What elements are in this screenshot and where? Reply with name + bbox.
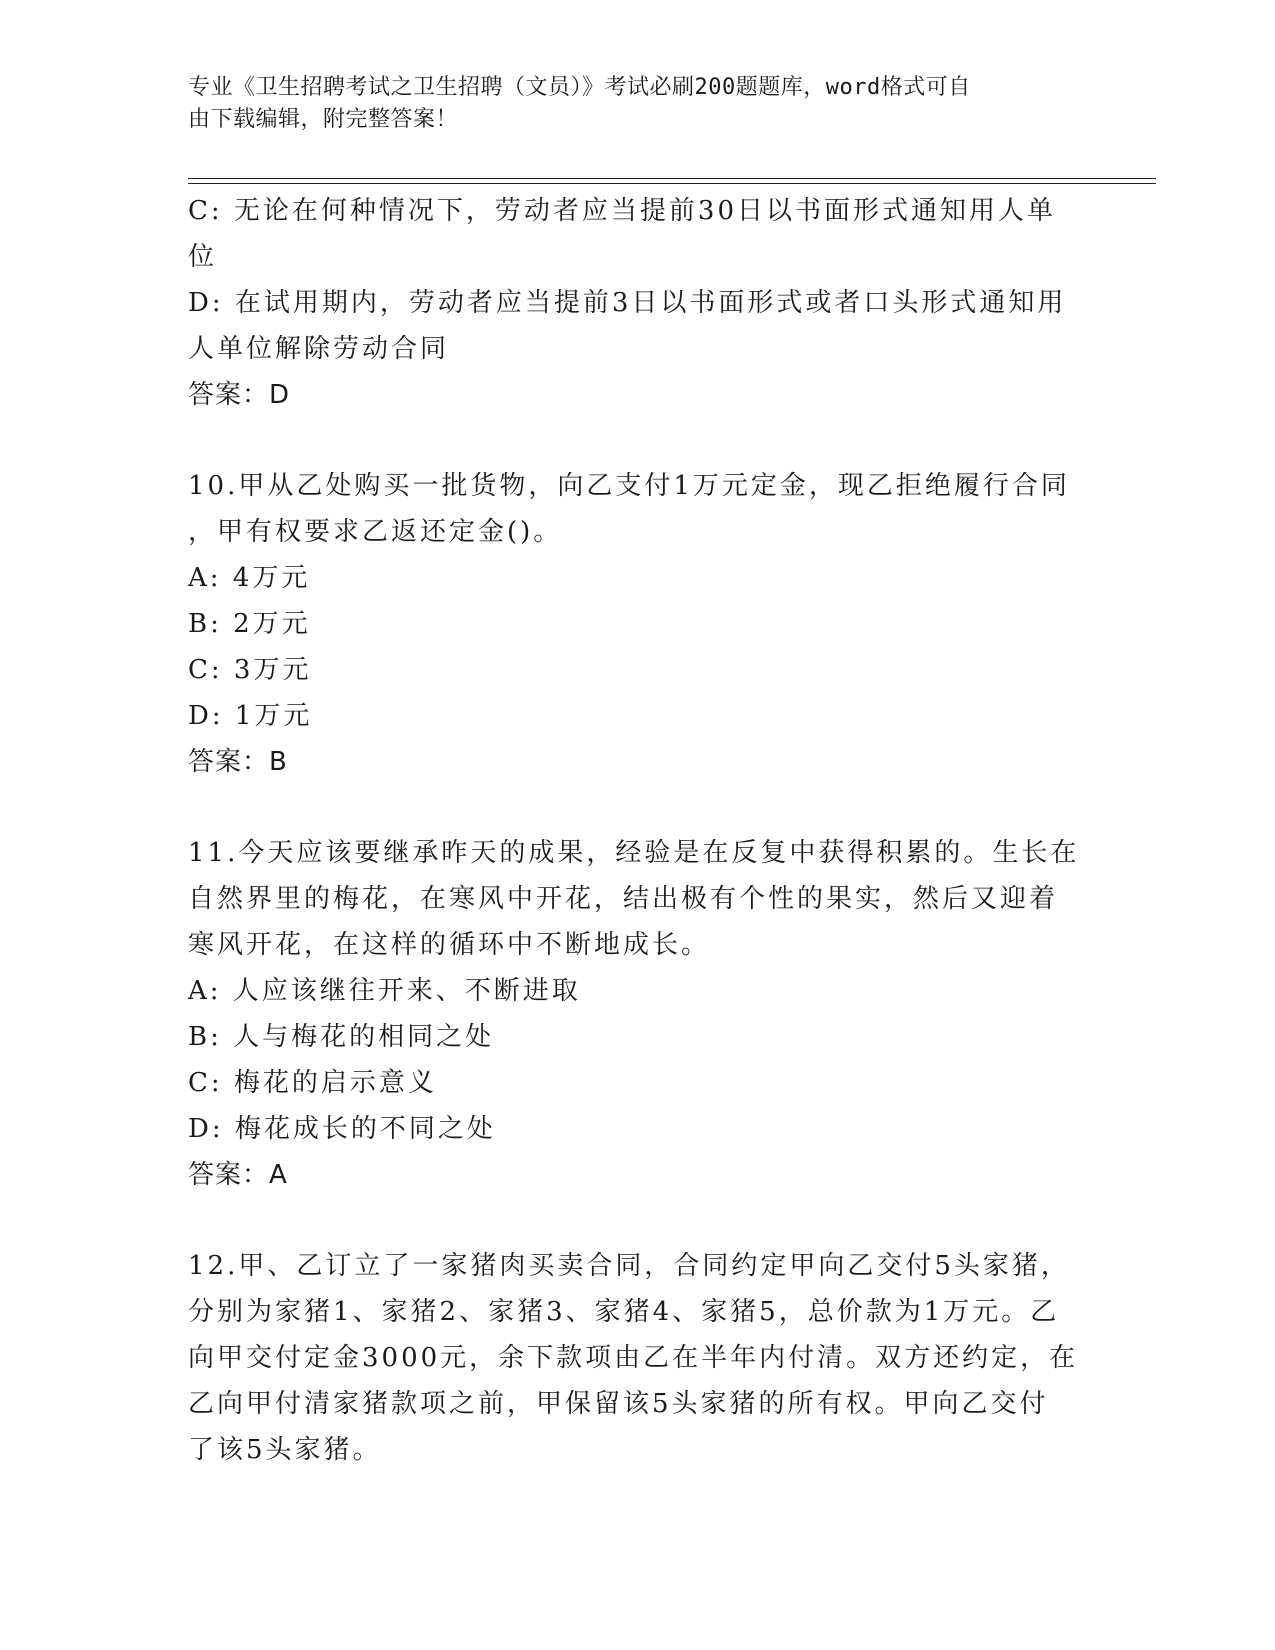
question-10-option-d: D: 1万元 [188, 701, 313, 731]
question-10-stem-line-2: ，甲有权要求乙返还定金()。 [188, 517, 563, 547]
question-11-stem-line-2: 自然界里的梅花，在寒风中开花，结出极有个性的果实，然后又迎着 [188, 884, 1059, 914]
question-10-option-b: B: 2万元 [188, 609, 311, 639]
question-11-stem-line-3: 寒风开花，在这样的循环中不断地成长。 [188, 930, 711, 960]
question-12-stem-line-5: 了该5头家猪。 [188, 1435, 382, 1465]
answer-9: 答案：D [188, 380, 291, 410]
answer-10: 答案：B [188, 747, 288, 777]
spacer [188, 418, 1068, 463]
question-11-option-d: D: 梅花成长的不同之处 [188, 1114, 496, 1144]
question-9-tail [188, 188, 1068, 418]
question-10-option-c: C: 3万元 [188, 655, 312, 685]
option-c-line-1: C: 无论在何种情况下，劳动者应当提前30日以书面形式通知用人单 [188, 196, 1057, 226]
question-10-stem-line-1: 10.甲从乙处购买一批货物，向乙支付1万元定金，现乙拒绝履行合同 [188, 471, 1070, 501]
question-10-option-a: A: 4万元 [188, 563, 311, 593]
header-line-1: 专业《卫生招聘考试之卫生招聘（文员）》考试必刷200题题库，word格式可自 [188, 75, 971, 100]
header-line-2: 由下载编辑，附完整答案！ [188, 107, 459, 132]
option-d-line-2: 人单位解除劳动合同 [188, 334, 450, 364]
option-c-line-2: 位 [188, 242, 218, 272]
header-divider-top [188, 178, 1156, 179]
header-divider-bottom [188, 183, 1156, 184]
question-12 [188, 1243, 1079, 1473]
question-11-option-b: B: 人与梅花的相同之处 [188, 1022, 495, 1052]
question-12-stem-line-3: 向甲交付定金3000元，余下款项由乙在半年内付清。双方还约定，在 [188, 1343, 1079, 1373]
spacer [188, 785, 1068, 830]
question-12-stem-line-1: 12.甲、乙订立了一家猪肉买卖合同，合同约定甲向乙交付5头家猪， [188, 1251, 1070, 1281]
question-10 [188, 463, 1068, 785]
question-12-stem-line-2: 分别为家猪1、家猪2、家猪3、家猪4、家猪5，总价款为1万元。乙 [188, 1297, 1060, 1327]
option-d-line-1: D: 在试用期内，劳动者应当提前3日以书面形式或者口头形式通知用 [188, 288, 1067, 318]
question-11-option-a: A: 人应该继往开来、不断进取 [188, 976, 581, 1006]
answer-11: 答案：A [188, 1160, 288, 1190]
question-11-option-c: C: 梅花的启示意义 [188, 1068, 437, 1098]
question-12-stem-line-4: 乙向甲付清家猪款项之前，甲保留该5头家猪的所有权。甲向乙交付 [188, 1389, 1049, 1419]
question-11-stem-line-1: 11.今天应该要继承昨天的成果，经验是在反复中获得积累的。生长在 [188, 838, 1080, 868]
question-11 [188, 830, 1080, 1198]
document-header [188, 72, 1068, 136]
document-body [188, 188, 1080, 1473]
spacer [188, 1198, 1068, 1243]
